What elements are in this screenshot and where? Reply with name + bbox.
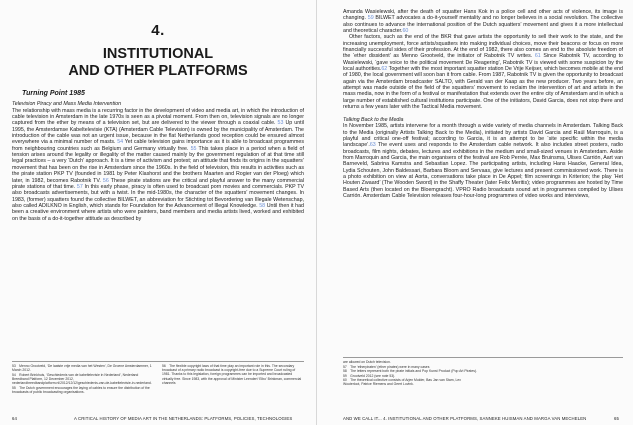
footnote-ref[interactable]: 60 — [402, 28, 409, 35]
running-head: A CRITICAL HISTORY OF MEDIA ART IN THE NETHERLANDS: PLATFORMS, POLICIES, TECHNOLOGIES — [74, 416, 293, 421]
paragraph — [12, 108, 304, 222]
footnote-ref[interactable]: 54 — [117, 139, 124, 146]
footnote-ref[interactable]: 61 — [534, 53, 541, 60]
text-run: In this early phase, piracy is often used to broadcast porn movies and commercials. PKP TV also broadcasts advertisements, but with a twist. In the mid-1980s, the character of the squatters’ movement changes. In 1983, (former) squatters found the collective BILWET, an abbreviation for Stichting tot Bevordering van Illegale Wetenschap, also called ADILKNO in English, which stands for Foundation for the Advancement of Illegal Knowledge. — [12, 183, 304, 209]
footnote-ref[interactable]: 53 — [277, 120, 284, 127]
footnote — [343, 378, 479, 386]
text-run: Up until 1995, the Amsterdamse Kabeltelevisie (KTA) (Amsterdam Cable Television) is owned by the municipality of Amsterdam. The introduction of the cable was not an urgent issue, because in the flat Netherlands good reception could be ensured almost everywhere via a minimal number of masts. — [12, 120, 304, 146]
footnote-ref[interactable]: 63 — [369, 142, 376, 149]
footnote-number: 57 — [343, 364, 351, 369]
footnote-ref[interactable]: 55 — [190, 145, 197, 152]
text-run: Together with the most important squatter station De Vrije Keijser, which becomes mobile at the end of 1980, the local government will soon ban it from cable. From 1987, Rabotnik TV is given the opportunity to broadcast again via the Amsterdam broadcaster SALTO, with Gerald van der Kaap as the new producer. Two years before, an attempt was made outside of the field of the squatters’ movement to reclaim the intervention of art and artists in the mass media, now in the form of a festival or manifestation that extends over the entire city of Amsterdam and in which a large number of established cultural institutions participate. One of the initiators, David Garcia, does not stop there and returns a few years later with the Tactical Media movement. — [343, 66, 623, 111]
footnotes-column — [343, 360, 479, 387]
footnote-number: 58 — [343, 369, 351, 373]
left-footnotes — [12, 364, 304, 412]
text-run: The event uses and responds to the Amsterdam cable network. It also includes street posters, radio broadcasts, film nights, debates, lectures and exhibitions in the medium and small-sized venues in Amsterdam. Aside from Marroquin and Garcia, the main organisers of the festival are Rob Perrée, Max Bruinsma, Ulises Carrión, Aart van Barneveld, Sabrina Kamstra and Sebastian Lopez. The participating artists, including Hans Haacke, General Idea, Lydia Schouten, John Baldessari, Barbara Bloom and Servaas, give lectures and present commissioned work. There is a photo exhibition on view at Aorta, conversations take place in De Appel; film screenings in Kriterion; the play ‘Het Houten Zwaard’ (The Wooden Sword) in the Shaffy Theater (later Felix Meritis); video programmes are hosted by Time Based Arts (then located on the Bloemgracht). VPRO Radio broadcasts sound art in programmes compiled by Ulises Carrión. Amsterdam Cable Television releases four-hour-long programmes of video works and interviews, — [343, 142, 623, 200]
footnote-ref[interactable]: 58 — [259, 202, 266, 209]
text-run: These pirate stations are the critical and playful answer to the many commercial pirate stations of that time. — [12, 177, 304, 190]
text-run: Yet cable television gains importance as it is able to broadcast programmes from neighbouring countries such as Belgium and Germany virtually free. — [12, 139, 304, 152]
text-run: Since Rabotnik TV, according to Wasielewski, ‘gave voice to the political movement De Reagering’, Rabotnik TV is viewed with some suspicion by the local authorities. — [343, 53, 623, 73]
section-heading: Turning Point 1985 — [22, 90, 85, 97]
footnote-text: The ‘etherpiraten’ (ether pirates) were in many cases — [350, 364, 430, 369]
footnotes-column — [162, 364, 304, 385]
text-run: Amanda Wasielewski, after the death of squatter Hans Kok in a police cell and other acts of violence, its image is changing. — [343, 9, 623, 22]
footnote-ref[interactable]: 62 — [381, 66, 388, 73]
footnote-number: 59 — [343, 373, 351, 378]
footnote-number: 60 — [343, 378, 351, 382]
chapter-title — [14, 46, 302, 80]
footnote-number: 54 — [12, 372, 20, 377]
footnote-number: 56 — [162, 364, 170, 368]
footnote-ref[interactable]: 56 — [102, 177, 109, 184]
footnote-text: Robert Brinkhuis, ‘Geschiedenis van de kabeltelevisie in Nederland’, Nederland Breedband Platform, 12 December 2012, nederlandbreedbandplatform.nl/2012/12/12/geschiedenis-van-de-kabeltelevisie-in-nederland. — [12, 372, 152, 386]
footnote-divider — [12, 361, 304, 362]
text-run: In November 1985, artists intervene for a month through a wide variety of media channels in Amsterdam. Talking Back to the Media (originally Artists Talking Back to the Media), initiated by artists David Garcia and Raúl Marroquin, is a playful and critical one-off festival; according to Garcia, it is an attempt to be ‘site specific within the media landscape’. — [343, 123, 623, 149]
chapter-title-line1: INSTITUTIONAL — [102, 46, 214, 62]
footnote-text: Menno Grootveld, ‘De laatste vrije media van het Westen’, De Groene Amsterdammer, 1 March 2012. — [12, 364, 152, 373]
text-run: Until then it had been a creative environment where artists who were painters, band members and media artists lived, worked and exhibited on the basis of a do-it-together attitude as described by — [12, 202, 304, 222]
paragraph — [343, 9, 623, 34]
footnote — [12, 386, 154, 394]
right-footnotes — [343, 360, 623, 400]
footnote-divider — [343, 357, 623, 358]
page-number: 64 — [12, 416, 17, 421]
page-number: 65 — [614, 416, 619, 421]
left-page — [0, 0, 316, 425]
footnote-ref[interactable]: 57 — [76, 183, 83, 190]
chapter-number: 4. — [151, 22, 165, 39]
footnote-number: 53 — [12, 364, 20, 368]
text-run: This takes place in a period when a field of tension arises around the legality or illegality of the matter caused mainly by the government regulation of at that time still legal practices – a very ‘Dutch’ approach. It is a time of activism and protest; an attitude that finds its origins in the squatters’ movement that has been on the rise in Amsterdam since the 1960s. In the field of television, this results in activities such as the pirate station PKP TV (founded in 1981 by Peter Klashorst and the brothers Maarten and Rogier van der Ploeg) which later, in 1982, becomes Rabotnik TV. — [12, 145, 304, 184]
footnote-text: The Dutch government encourages the laying of cables to ensure the distribution of the broadcasts of public broadcasting organisations. — [12, 385, 150, 394]
subsection — [343, 117, 623, 200]
footnote-ref[interactable]: 59 — [367, 15, 374, 22]
chapter-title-line2: AND OTHER PLATFORMS — [68, 63, 248, 79]
footnote-text: The theoretical collective consists of Arjen Mulder, Bas Jan van Stam, Lex Wouterloot, Patrice Riemens and Geert Lovink. — [343, 378, 461, 387]
paragraph — [343, 123, 623, 199]
footnotes-column — [12, 364, 154, 394]
footnote — [12, 364, 154, 372]
footnote-text: The flexible copyright laws of that time play an important role in this. The secondary broadcast of a primary radio broadcast is copyright-free due to a Supreme Court ruling of 1981. Thanks to this legislation, foreign programmes can be imported and broadcasted virtually free. Since 1983, with the approval of Minister Leendert ‘Eibo’ Brinkman, commercial channels — [162, 364, 302, 385]
left-body-text — [12, 101, 304, 359]
text-run: The relationship with mass media is a recurring factor in the development of video and media art, in which the introduction of cable television in Amsterdam in the late 1970s is seen as a pivotal moment. From then on, television signals are no longer captured from the ether by means of a television set, but are delivered to the viewer through a coaxial cable. — [12, 107, 304, 127]
text-run: BILWET advocates a do-it-yourself mentality and no longer believes in a social revolution. The collective also continues to advance the international position of the Dutch squatters’ movement and gives it a more intellectual and theoretical character. — [343, 15, 623, 35]
footnote-text: Grootveld 2012 (see note 53). — [350, 373, 396, 378]
text-run: Other factors, such as the end of the BKR that gave artists the opportunity to sell their work to the state, and the increasing unemployment, force artists/squatters into making individual choices, move their beacons or focus on more financially successful sides of their profession. At the end of 1982, there also comes an end to the absolute freedom of the ‘ether dissident’ as Menno Grootveld, the initiator of Rabotnik TV writes. — [343, 34, 623, 60]
footnote-number: 55 — [12, 385, 20, 390]
footnote-text: are allowed on Dutch television. — [343, 360, 391, 364]
paragraph — [343, 34, 623, 110]
subsection-heading: Television Piracy and Mass Media Intervention — [12, 101, 122, 107]
subsection-heading: Talking Back to the Media — [343, 116, 404, 123]
right-page — [317, 0, 633, 425]
right-body-text — [343, 9, 623, 353]
footnote — [162, 364, 304, 385]
running-head: AND WE CALL IT... 4. INSTITUTIONAL AND OTHER PLATFORMS, SANNEKE HUISMAN AND MARGA VAN MECHELEN — [343, 416, 587, 421]
footnote — [12, 373, 154, 386]
footnote-text: The letters represent both the pirate initials and Pop Kunst Product (Pop Art Pirates). — [350, 369, 478, 373]
